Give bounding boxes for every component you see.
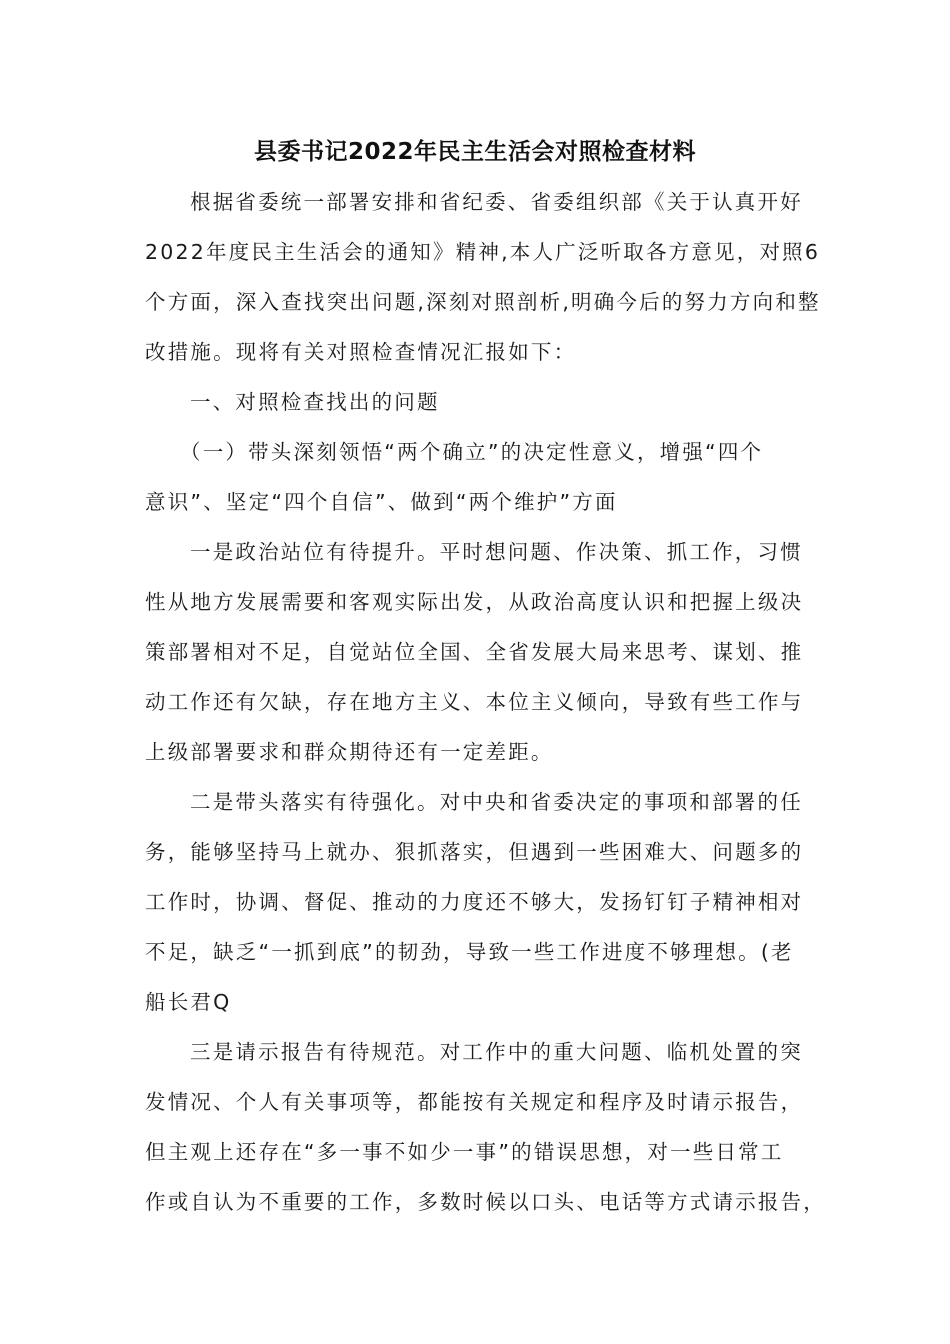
paragraph-line: 动工作还有欠缺，存在地方主义、本位主义倾向，导致有些工作与 (145, 690, 804, 714)
paragraph-line: 工作时，协调、督促、推动的力度还不够大，发扬钉钉子精神相对 (145, 890, 804, 914)
paragraph-line: 个方面，深入查找突出问题,深刻对照剖析,明确今后的努力方向和整 (145, 290, 821, 314)
paragraph-line: 性从地方发展需要和客观实际出发，从政治高度认识和把握上级决 (145, 590, 804, 614)
paragraph-line: 策部署相对不足，自觉站位全国、全省发展大局来思考、谋划、推 (145, 640, 804, 664)
paragraph-line: 但主观上还存在“多一事不如少一事”的错误思想，对一些日常工 (145, 1140, 784, 1164)
paragraph-line: 三是请示报告有待规范。对工作中的重大问题、临机处置的突 (190, 1040, 803, 1064)
paragraph-line: 2022年度民主生活会的通知》精神,本人广泛听取各方意见，对照6 (145, 240, 821, 264)
paragraph-line: 船长君Q (145, 990, 232, 1014)
subsection-heading: （一）带头深刻领悟“两个确立”的决定性意义，增强“四个 (180, 440, 764, 464)
paragraph-line: 改措施。现将有关对照检查情况汇报如下： (145, 340, 577, 364)
section-heading: 一、对照检查找出的问题 (190, 390, 440, 414)
paragraph-line: 务，能够坚持马上就办、狠抓落实，但遇到一些困难大、问题多的 (145, 840, 804, 864)
paragraph-line: 不足，缺乏“一抓到底”的韧劲，导致一些工作进度不够理想。(老 (145, 940, 794, 964)
paragraph-line: 上级部署要求和群众期待还有一定差距。 (145, 740, 554, 764)
subsection-heading: 意识”、坚定“四个自信”、做到“两个维护”方面 (145, 490, 618, 514)
document-title: 县委书记2022年民主生活会对照检查材料 (253, 139, 696, 165)
paragraph-line: 一是政治站位有待提升。平时想问题、作决策、抓工作，习惯 (190, 540, 803, 564)
paragraph-line: 作或自认为不重要的工作，多数时候以口头、电话等方式请示报告， (145, 1190, 826, 1214)
paragraph-line: 根据省委统一部署安排和省纪委、省委组织部《关于认真开好 (190, 190, 803, 214)
paragraph-line: 二是带头落实有待强化。对中央和省委决定的事项和部署的任 (190, 790, 803, 814)
paragraph-line: 发情况、个人有关事项等，都能按有关规定和程序及时请示报告， (145, 1090, 804, 1114)
